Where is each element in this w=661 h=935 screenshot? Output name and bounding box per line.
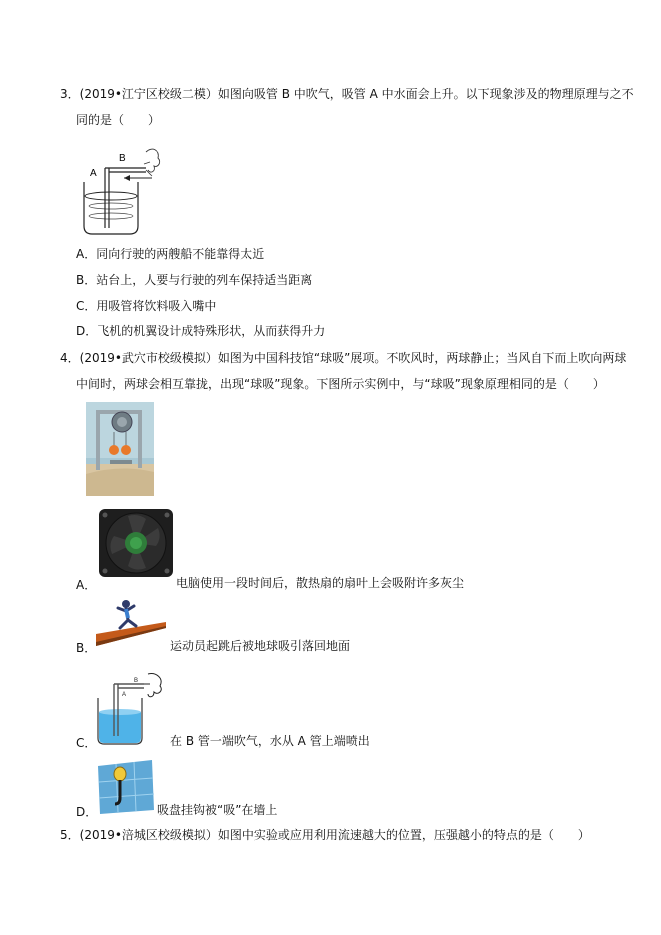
q4-stem-line2: 中间时，两球会相互靠拢，出现“球吸”现象。下图所示实例中，与“球吸”现象原理相同的是（ ） (76, 377, 605, 391)
blow-straw-beaker-image (96, 672, 168, 746)
svg-text:B: B (134, 678, 139, 684)
q3-stem-line1: 3．(2019•江宁区校级二模）如图向吸管 B 中吹气，吸管 A 中水面会上升。以下现象涉及的物理原理与之不 (60, 87, 634, 101)
q4-option-a-text: 电脑使用一段时间后，散热扇的扇叶上会吸附许多灰尘 (176, 576, 465, 590)
cooling-fan-image (98, 508, 174, 578)
figure-label-b: B (119, 153, 126, 164)
straw-beaker-figure (74, 142, 164, 238)
q3-option-b: B．站台上，人要与行驶的列车保持适当距离 (76, 273, 313, 287)
q5-stem-line1: 5．(2019•涪城区校级模拟）如图中实验或应用利用流速越大的位置，压强越小的特点的是（ ） (60, 828, 590, 842)
q3-stem-line2: 同的是（ ） (76, 113, 161, 127)
q3-option-a: A．同向行驶的两艘船不能靠得太近 (76, 247, 265, 261)
svg-text:A: A (122, 692, 127, 698)
suction-cup-hook-image (96, 758, 156, 816)
athlete-jump-image (96, 598, 168, 650)
q4-option-a-letter: A． (76, 578, 97, 592)
q4-option-b-letter: B． (76, 641, 97, 655)
q4-stem-line1: 4．(2019•武穴市校级模拟）如图为中国科技馆“球吸”展项。不吹风时，两球静止；当风自下而上吹向两球 (60, 351, 627, 365)
q3-option-d: D．飞机的机翼设计成特殊形状，从而获得升力 (76, 324, 326, 338)
ball-suction-exhibit-photo (86, 402, 154, 496)
figure-label-a: A (90, 168, 97, 179)
q4-option-b-text: 运动员起跳后被地球吸引落回地面 (170, 639, 351, 653)
q4-option-d-letter: D． (76, 805, 98, 819)
q4-option-c-letter: C． (76, 736, 97, 750)
q4-option-c-text: 在 B 管一端吹气，水从 A 管上端喷出 (170, 734, 370, 748)
q4-option-d-text: 吸盘挂钩被“吸”在墙上 (157, 803, 278, 817)
q3-option-c: C．用吸管将饮料吸入嘴中 (76, 299, 217, 313)
